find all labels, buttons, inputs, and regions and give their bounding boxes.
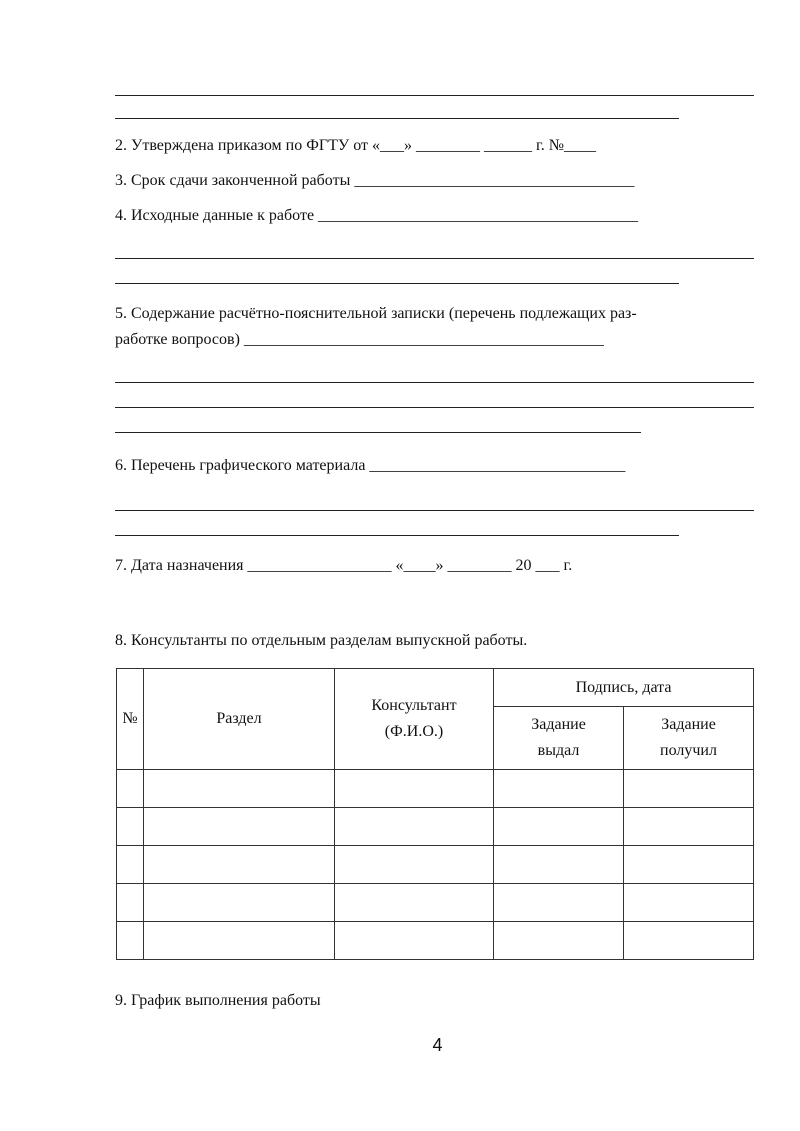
table-cell — [335, 884, 494, 922]
item-5-contents-line-1: 5. Содержание расчётно-пояснительной записки (перечень подлежащих раз- — [115, 305, 637, 322]
item-5-contents-line-2: работке вопросов) _____________________________________________ — [115, 331, 604, 348]
table-cell — [144, 884, 335, 922]
table-cell — [335, 846, 494, 884]
consultant-fio-label: (Ф.И.О.) — [384, 723, 444, 740]
item-3-deadline: 3. Срок сдачи законченной работы ___________________________________ — [115, 172, 635, 189]
table-cell — [624, 884, 754, 922]
table-row — [117, 922, 754, 960]
blank-line — [115, 118, 679, 119]
table-row — [117, 770, 754, 808]
item-7-assignment-date: 7. Дата назначения __________________ «____» ________ 20 ___ г. — [115, 557, 573, 574]
table-row — [117, 846, 754, 884]
consultant-label: Консультант — [371, 697, 457, 714]
col-signature-header: Подпись, дата — [494, 669, 754, 707]
table-cell — [117, 770, 144, 808]
page-number: 4 — [432, 1035, 443, 1055]
item-6-graphic-material: 6. Перечень графического материала ________________________________ — [115, 457, 626, 474]
consultants-table — [116, 668, 754, 960]
item-4-initial-data: 4. Исходные данные к работе ________________________________________ — [115, 207, 639, 224]
col-consultant-header — [335, 669, 494, 770]
table-cell — [117, 922, 144, 960]
table-cell — [144, 770, 335, 808]
table-cell — [624, 846, 754, 884]
table-cell — [624, 922, 754, 960]
table-cell — [494, 808, 624, 846]
blank-line — [115, 535, 679, 536]
task-issued-line-2: выдал — [537, 742, 580, 759]
table-cell — [117, 846, 144, 884]
blank-line — [115, 407, 754, 408]
col-task-issued-header — [494, 707, 624, 770]
table-cell — [144, 808, 335, 846]
table-cell — [624, 770, 754, 808]
task-received-line-2: получил — [660, 742, 717, 759]
blank-line — [115, 432, 641, 433]
table-cell — [335, 770, 494, 808]
table-cell — [144, 846, 335, 884]
blank-line — [115, 283, 679, 284]
table-cell — [144, 922, 335, 960]
table-row — [117, 884, 754, 922]
item-8-consultants-heading: 8. Консультанты по отдельным разделам выпускной работы. — [115, 632, 528, 649]
task-issued-line-1: Задание — [531, 716, 586, 733]
table-cell — [494, 922, 624, 960]
table-cell — [117, 808, 144, 846]
item-9-schedule-heading: 9. График выполнения работы — [115, 992, 321, 1009]
blank-line — [115, 258, 754, 259]
table-cell — [624, 808, 754, 846]
col-number-header: № — [117, 669, 144, 770]
table-cell — [494, 770, 624, 808]
item-2-approval-order: 2. Утверждена приказом по ФГТУ от «___» ________ ______ г. №____ — [115, 137, 597, 154]
table-cell — [494, 884, 624, 922]
table-cell — [335, 808, 494, 846]
blank-line — [115, 510, 754, 511]
table-row — [117, 808, 754, 846]
col-task-received-header — [624, 707, 754, 770]
blank-line — [115, 382, 754, 383]
table-cell — [335, 922, 494, 960]
blank-line — [115, 95, 754, 96]
col-section-header: Раздел — [144, 669, 335, 770]
task-received-line-1: Задание — [661, 716, 716, 733]
table-cell — [494, 846, 624, 884]
table-cell — [117, 884, 144, 922]
